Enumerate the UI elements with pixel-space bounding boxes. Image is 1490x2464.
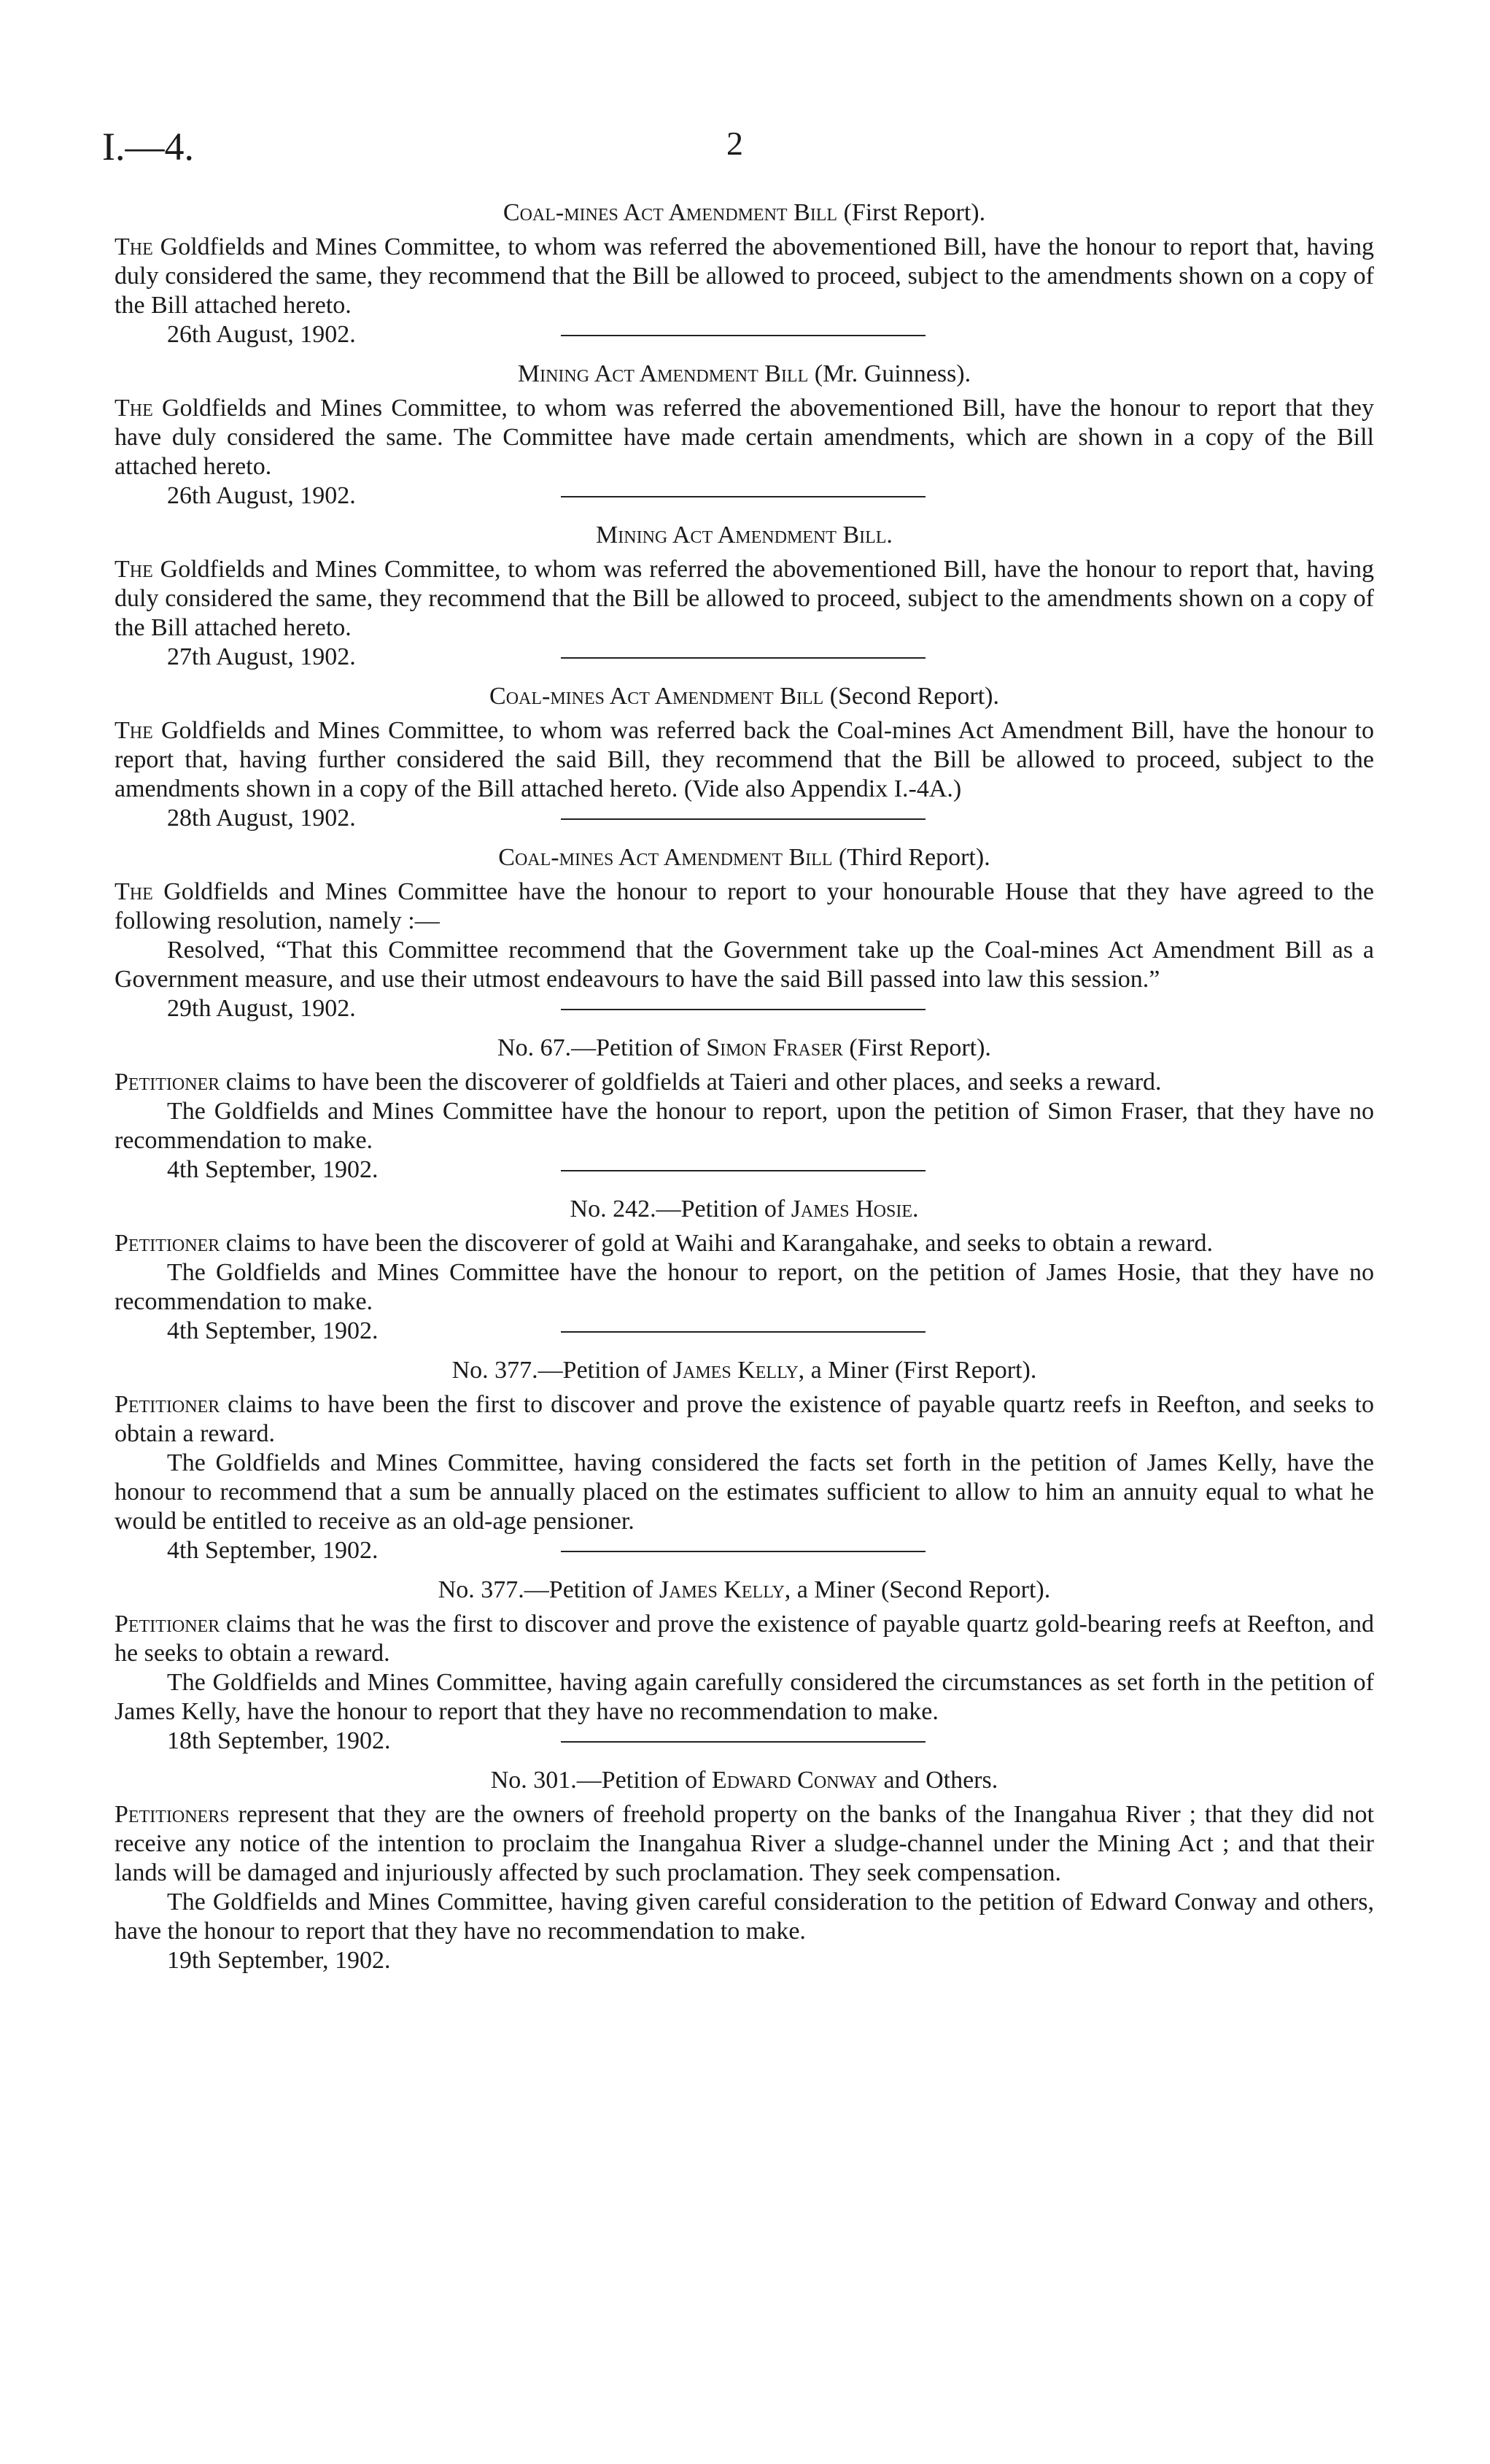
report-section [115,1356,1374,1565]
title-name: Edward Conway [711,1767,877,1794]
paragraph-lead: Petitioner [115,1069,220,1096]
report-date-text: 28th August, 1902. [167,805,356,832]
section-title [115,843,1374,872]
section-paragraph [115,1390,1374,1449]
paragraph-text: Goldfields and Mines Committee, to whom was referred the abovementioned Bill, have the honour to report that, having duly considered the same, they recommend that the Bill be allowed to proceed, subject to the amendments shown on a copy of the Bill attached hereto. [115,556,1374,641]
paragraph-text: Goldfields and Mines Committee, to whom was referred the abovementioned Bill, have the honour to report that, having duly considered the same, they recommend that the Bill be allowed to proceed, subject to the amendments shown on a copy of the Bill attached hereto. [115,233,1374,319]
paragraph-text: The Goldfields and Mines Committee, having given careful consideration to the petition of Edward Conway and others, have the honour to report that they have no recommendation to make. [115,1888,1374,1945]
title-prefix: No. 377.—Petition of [451,1357,673,1384]
paragraph-text: The Goldfields and Mines Committee, having again carefully considered the circumstances as set forth in the petition of James Kelly, have the honour to report that they have no recommendation to make. [115,1669,1374,1725]
report-date-text: 29th August, 1902. [167,995,356,1022]
section-title [115,360,1374,389]
report-date-text: 18th September, 1902. [167,1727,391,1754]
report-date [115,804,1374,833]
section-paragraph [115,1610,1374,1668]
report-body [115,198,1374,1985]
report-date [115,320,1374,349]
report-date [115,1727,1374,1756]
paragraph-text: The Goldfields and Mines Committee have the honour to report, upon the petition of Simon Fraser, that they have no recommendation to make. [115,1098,1374,1154]
report-date [115,643,1374,672]
section-divider [561,1741,926,1743]
section-divider [561,657,926,659]
section-paragraph [115,233,1374,320]
section-divider [561,335,926,336]
title-name: James Hosie [791,1196,912,1223]
title-suffix: . [912,1196,919,1223]
section-paragraph [115,1449,1374,1536]
paragraph-lead: The [115,878,153,905]
report-date [115,1536,1374,1565]
report-section [115,843,1374,1023]
paragraph-text: claims that he was the first to discover and prove the existence of payable quartz gold-bearing reefs at Reefton, and he seeks to obtain a reward. [115,1611,1374,1667]
title-prefix: No. 377.—Petition of [438,1576,659,1603]
section-divider [561,818,926,820]
paragraph-text: Resolved, “That this Committee recommend that the Government take up the Coal-mines Act Amendment Bill as a Government measure, and use their utmost endeavours to have the said Bill passed into law this session.” [115,937,1374,993]
title-suffix: (First Report). [837,199,986,226]
report-date-text: 26th August, 1902. [167,482,356,509]
section-title [115,682,1374,711]
report-section [115,360,1374,511]
paragraph-lead: The [115,556,153,583]
report-date [115,1317,1374,1346]
section-paragraph [115,394,1374,481]
section-paragraph [115,877,1374,936]
title-suffix: (Second Report). [823,683,999,710]
report-date-text: 4th September, 1902. [167,1317,379,1344]
report-section [115,1766,1374,1975]
title-name: Simon Fraser [706,1034,843,1061]
report-date [115,481,1374,511]
section-title [115,521,1374,550]
title-suffix: (Third Report). [832,844,990,871]
title-prefix: No. 242.—Petition of [570,1196,791,1223]
paragraph-text: The Goldfields and Mines Committee have the honour to report, on the petition of James Hosie, that they have no recommendation to make. [115,1259,1374,1315]
paragraph-text: represent that they are the owners of freehold property on the banks of the Inangahua River ; that they did not receive any notice of the intention to proclaim the Inangahua River a sludge-channel under the Mining Act ; and that their lands will be damaged and injuriously affected by such proclamation. They seek compensation. [115,1801,1374,1886]
report-date [115,1946,1374,1975]
report-section [115,1195,1374,1346]
paragraph-lead: The [115,717,153,744]
report-date [115,1155,1374,1185]
paragraph-lead: Petitioner [115,1611,220,1638]
section-paragraph [115,1097,1374,1155]
title-name: Mining Act Amendment Bill [517,360,809,387]
section-paragraph [115,555,1374,643]
paragraph-text: claims to have been the discoverer of gold at Waihi and Karangahake, and seeks to obtain a reward. [220,1230,1214,1257]
section-title [115,1356,1374,1385]
title-suffix: (Mr. Guinness). [808,360,971,387]
paragraph-text: Goldfields and Mines Committee have the honour to report to your honourable House that they have agreed to the following resolution, namely :— [115,878,1374,934]
report-date-text: 27th August, 1902. [167,643,356,670]
report-date-text: 19th September, 1902. [167,1947,391,1974]
paragraph-lead: Petitioner [115,1391,220,1418]
title-prefix: No. 301.—Petition of [490,1767,712,1794]
title-name: Mining Act Amendment Bill. [596,522,893,549]
section-divider [561,1331,926,1333]
report-section [115,521,1374,672]
title-name: James Kelly [659,1576,785,1603]
title-prefix: No. 67.—Petition of [497,1034,707,1061]
page-number: 2 [726,125,743,162]
section-divider [561,1009,926,1010]
paragraph-text: claims to have been the discoverer of goldfields at Taieri and other places, and seeks a reward. [220,1069,1162,1096]
paragraph-text: Goldfields and Mines Committee, to whom was referred back the Coal-mines Act Amendment Bill, have the honour to report that, having further considered the said Bill, they recommend that the Bill be allowed to proceed, subject to the amendments shown in a copy of the Bill attached hereto. (Vide also Appendix I.-4A.) [115,717,1374,802]
paragraph-lead: Petitioner [115,1230,220,1257]
section-divider [561,1170,926,1171]
section-divider [561,496,926,497]
paper-reference: I.—4. [102,125,194,168]
title-name: Coal-mines Act Amendment Bill [489,683,824,710]
title-suffix: , a Miner (Second Report). [784,1576,1051,1603]
section-title [115,1034,1374,1063]
section-paragraph [115,1668,1374,1727]
report-section [115,198,1374,349]
section-title [115,1195,1374,1224]
report-date [115,994,1374,1023]
paragraph-lead: The [115,233,153,260]
title-suffix: (First Report). [842,1034,991,1061]
section-paragraph [115,1888,1374,1946]
section-divider [561,1551,926,1552]
paragraph-text: Goldfields and Mines Committee, to whom was referred the abovementioned Bill, have the honour to report that they have duly considered the same. The Committee have made certain amendments, which are shown in a copy of the Bill attached hereto. [115,395,1374,480]
report-date-text: 4th September, 1902. [167,1537,379,1564]
section-paragraph [115,1258,1374,1317]
title-suffix: , a Miner (First Report). [798,1357,1037,1384]
section-title [115,1766,1374,1795]
section-title [115,1576,1374,1605]
title-name: James Kelly [672,1357,799,1384]
title-name: Coal-mines Act Amendment Bill [498,844,833,871]
title-suffix: and Others. [877,1767,998,1794]
section-title [115,198,1374,228]
section-paragraph [115,1229,1374,1258]
paragraph-text: The Goldfields and Mines Committee, having considered the facts set forth in the petition of James Kelly, have the honour to recommend that a sum be annually placed on the estimates sufficient to allow to him an annuity equal to what he would be entitled to receive as an old-age pensioner. [115,1449,1374,1535]
report-section [115,682,1374,833]
report-section [115,1034,1374,1185]
section-paragraph [115,936,1374,994]
report-date-text: 26th August, 1902. [167,321,356,348]
paragraph-lead: The [115,395,153,422]
section-paragraph [115,716,1374,804]
paragraph-lead: Petitioners [115,1801,230,1828]
report-date-text: 4th September, 1902. [167,1156,379,1183]
section-paragraph [115,1068,1374,1097]
title-name: Coal-mines Act Amendment Bill [503,199,838,226]
report-section [115,1576,1374,1756]
section-paragraph [115,1800,1374,1888]
paragraph-text: claims to have been the first to discover and prove the existence of payable quartz reefs in Reefton, and seeks to obtain a reward. [115,1391,1374,1447]
